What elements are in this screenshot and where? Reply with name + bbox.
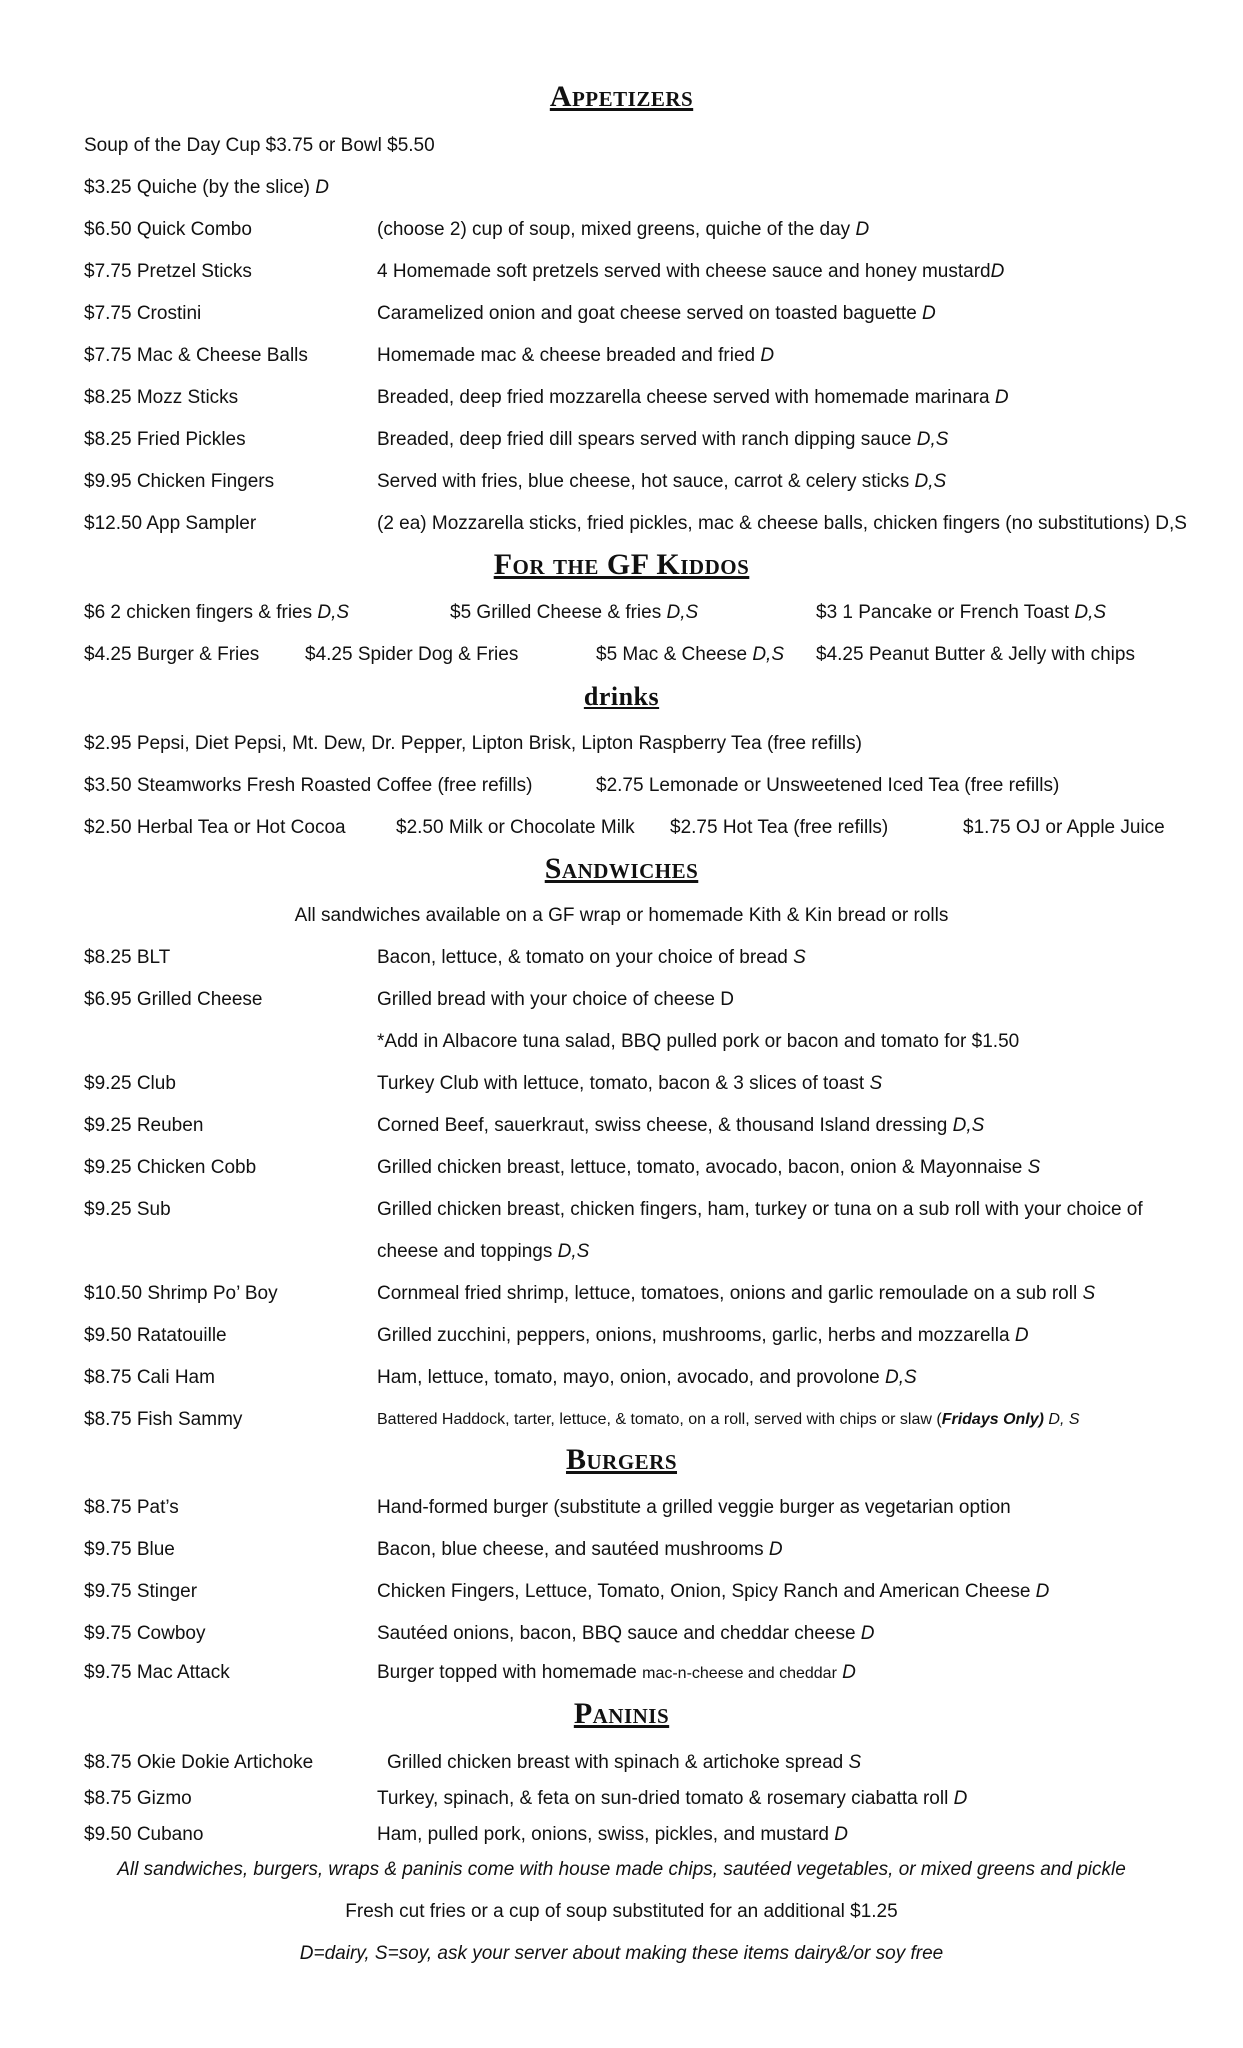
item-desc: Ham, lettuce, tomato, mayo, onion, avocado, and provolone D,S [377, 1367, 917, 1388]
footer-substitution-note: Fresh cut fries or a cup of soup substituted for an additional $1.25 [345, 1901, 898, 1922]
item-name: $8.25 Mozz Sticks [84, 387, 239, 408]
item-desc: Battered Haddock, tarter, lettuce, & tomato, on a roll, served with chips or slaw (Fridays Only) D, S [377, 1411, 1080, 1428]
item-desc: Burger topped with homemade mac-n-cheese and cheddar D [377, 1662, 856, 1683]
diet-tag: D [842, 1662, 856, 1683]
item-name: $9.75 Mac Attack [84, 1662, 230, 1683]
item-name: $3.25 Quiche (by the slice) [84, 177, 311, 198]
kids-item: $5 Mac & Cheese D,S [596, 644, 784, 665]
kids-item: $4.25 Spider Dog & Fries [305, 644, 519, 665]
footer-legend: D=dairy, S=soy, ask your server about making these items dairy&/or soy free [299, 1943, 944, 1964]
item-desc: Bacon, lettuce, & tomato on your choice of bread S [377, 947, 806, 968]
item-name: $8.25 Fried Pickles [84, 429, 246, 450]
item-desc: Sautéed onions, bacon, BBQ sauce and cheddar cheese D [377, 1623, 875, 1644]
item-name: $8.75 Okie Dokie Artichoke [84, 1752, 314, 1773]
sandwiches-heading: Sandwiches [544, 852, 699, 885]
item-name: $8.25 BLT [84, 947, 171, 968]
diet-tag: D [994, 387, 1009, 408]
diet-tag: D [834, 1824, 848, 1845]
diet-tag: D,S [666, 602, 699, 623]
burgers-heading: Burgers [565, 1443, 678, 1476]
item-name: $7.75 Mac & Cheese Balls [84, 345, 308, 366]
diet-tag: D [768, 1539, 783, 1560]
item-name: $6.95 Grilled Cheese [84, 989, 263, 1010]
item-desc: Served with fries, blue cheese, hot sauce, carrot & celery sticks D,S [377, 471, 947, 492]
item-name: $10.50 Shrimp Po’ Boy [84, 1283, 278, 1304]
item-name: $9.25 Chicken Cobb [84, 1157, 257, 1178]
appetizers-heading: Appetizers [549, 80, 694, 113]
diet-tag: S [869, 1073, 883, 1094]
item-desc: 4 Homemade soft pretzels served with cheese sauce and honey mustardD [377, 261, 1005, 282]
item-desc: Homemade mac & cheese breaded and fried D [377, 345, 775, 366]
item-name: $9.95 Chicken Fingers [84, 471, 275, 492]
item-desc: Ham, pulled pork, onions, swiss, pickles, and mustard D [377, 1824, 848, 1845]
diet-tag: D,S [916, 429, 949, 450]
drink-item: $2.75 Hot Tea (free refills) [670, 817, 889, 838]
kiddos-heading: For the GF Kiddos [493, 548, 750, 581]
item-desc: Grilled bread with your choice of cheese D [377, 989, 734, 1010]
kids-item: $5 Grilled Cheese & fries D,S [450, 602, 699, 623]
drink-item: $2.50 Milk or Chocolate Milk [396, 817, 635, 838]
diet-tag: D,S [952, 1115, 985, 1136]
item-name: $9.50 Ratatouille [84, 1325, 227, 1346]
drinks-heading: drinks [583, 682, 660, 711]
item-name: $9.75 Cowboy [84, 1623, 206, 1644]
item-name: $6.50 Quick Combo [84, 219, 252, 240]
drink-row: $2.95 Pepsi, Diet Pepsi, Mt. Dew, Dr. Pepper, Lipton Brisk, Lipton Raspberry Tea (free refills) [84, 733, 862, 754]
diet-tag: D [1014, 1325, 1029, 1346]
item-name: $8.75 Gizmo [84, 1788, 192, 1809]
item-desc: Turkey, spinach, & feta on sun-dried tomato & rosemary ciabatta roll D [377, 1788, 968, 1809]
drink-item: $1.75 OJ or Apple Juice [963, 817, 1165, 838]
diet-tag: D [855, 219, 870, 240]
diet-tag: S [848, 1752, 862, 1773]
kids-item: $4.25 Peanut Butter & Jelly with chips [816, 644, 1135, 665]
item-name: $8.75 Fish Sammy [84, 1409, 243, 1430]
diet-tag: D [990, 261, 1005, 282]
item-desc: Grilled chicken breast, lettuce, tomato, avocado, bacon, onion & Mayonnaise S [377, 1157, 1041, 1178]
item-name: $8.75 Pat’s [84, 1497, 179, 1518]
item-name: $8.75 Cali Ham [84, 1367, 215, 1388]
item-name: $9.25 Sub [84, 1199, 171, 1220]
diet-tag: D [953, 1788, 968, 1809]
sandwiches-intro: All sandwiches available on a GF wrap or homemade Kith & Kin bread or rolls [294, 905, 949, 926]
drink-item: $2.50 Herbal Tea or Hot Cocoa [84, 817, 346, 838]
item-name: $9.25 Club [84, 1073, 176, 1094]
item-desc: Grilled chicken breast, chicken fingers, ham, turkey or tuna on a sub roll with your choice of [377, 1199, 1143, 1220]
drink-item: $2.75 Lemonade or Unsweetened Iced Tea (free refills) [596, 775, 1060, 796]
item-desc: cheese and toppings D,S [377, 1241, 590, 1262]
item-desc: Hand-formed burger (substitute a grilled veggie burger as vegetarian option [377, 1497, 1011, 1518]
diet-tag: S [793, 947, 806, 968]
item-desc: Breaded, deep fried dill spears served with ranch dipping sauce D,S [377, 429, 949, 450]
item-name: $9.75 Blue [84, 1539, 175, 1560]
item-desc: Breaded, deep fried mozzarella cheese served with homemade marinara D [377, 387, 1009, 408]
drink-item: $3.50 Steamworks Fresh Roasted Coffee (free refills) [84, 775, 533, 796]
item-desc: *Add in Albacore tuna salad, BBQ pulled pork or bacon and tomato for $1.50 [377, 1031, 1020, 1052]
item-desc: (choose 2) cup of soup, mixed greens, quiche of the day D [377, 219, 870, 240]
diet-tag: D,S [557, 1241, 590, 1262]
footer-sides-note: All sandwiches, burgers, wraps & paninis come with house made chips, sautéed vegetables, or mixed greens and pickle [117, 1859, 1126, 1880]
item-name: $12.50 App Sampler [84, 513, 257, 534]
item-desc: Caramelized onion and goat cheese served on toasted baguette D [377, 303, 936, 324]
item-name: $7.75 Crostini [84, 303, 202, 324]
diet-tag: S [1082, 1283, 1096, 1304]
item-desc: Bacon, blue cheese, and sautéed mushrooms D [377, 1539, 783, 1560]
item-desc: Grilled zucchini, peppers, onions, mushrooms, garlic, herbs and mozzarella D [377, 1325, 1029, 1346]
diet-tag: D,S [752, 644, 784, 665]
item-desc: (2 ea) Mozzarella sticks, fried pickles, mac & cheese balls, chicken fingers (no substitutions) D,S [377, 513, 1187, 534]
diet-tag: D [922, 303, 936, 324]
diet-tag: D [760, 345, 775, 366]
appetizer-soup: Soup of the Day Cup $3.75 or Bowl $5.50 [84, 135, 435, 156]
fridays-note: Fridays Only) [941, 1411, 1044, 1428]
item-desc: Corned Beef, sauerkraut, swiss cheese, & thousand Island dressing D,S [377, 1115, 985, 1136]
item-desc: Turkey Club with lettuce, tomato, bacon & 3 slices of toast S [377, 1073, 883, 1094]
diet-tag: D [860, 1623, 875, 1644]
item-name: $9.25 Reuben [84, 1115, 204, 1136]
diet-tag: S [1027, 1157, 1041, 1178]
diet-tag: D,S [885, 1367, 917, 1388]
item-desc: Chicken Fingers, Lettuce, Tomato, Onion, Spicy Ranch and American Cheese D [377, 1581, 1050, 1602]
diet-tag: D,S [1074, 602, 1107, 623]
diet-tag: D,S [317, 602, 350, 623]
kids-item: $6 2 chicken fingers & fries D,S [84, 602, 350, 623]
item-name: $9.75 Stinger [84, 1581, 198, 1602]
item-desc: Grilled chicken breast with spinach & artichoke spread S [387, 1752, 862, 1773]
kids-item: $3 1 Pancake or French Toast D,S [816, 602, 1107, 623]
kids-item: $4.25 Burger & Fries [84, 644, 260, 665]
diet-tag: D [315, 177, 330, 198]
diet-tag: D,S [914, 471, 947, 492]
item-name: $7.75 Pretzel Sticks [84, 261, 252, 282]
item-name: $9.50 Cubano [84, 1824, 204, 1845]
item-desc: Cornmeal fried shrimp, lettuce, tomatoes, onions and garlic remoulade on a sub roll S [377, 1283, 1096, 1304]
diet-tag: D, S [1048, 1411, 1080, 1428]
appetizer-quiche [84, 175, 329, 201]
diet-tag: D [1035, 1581, 1050, 1602]
paninis-heading: Paninis [573, 1697, 670, 1730]
